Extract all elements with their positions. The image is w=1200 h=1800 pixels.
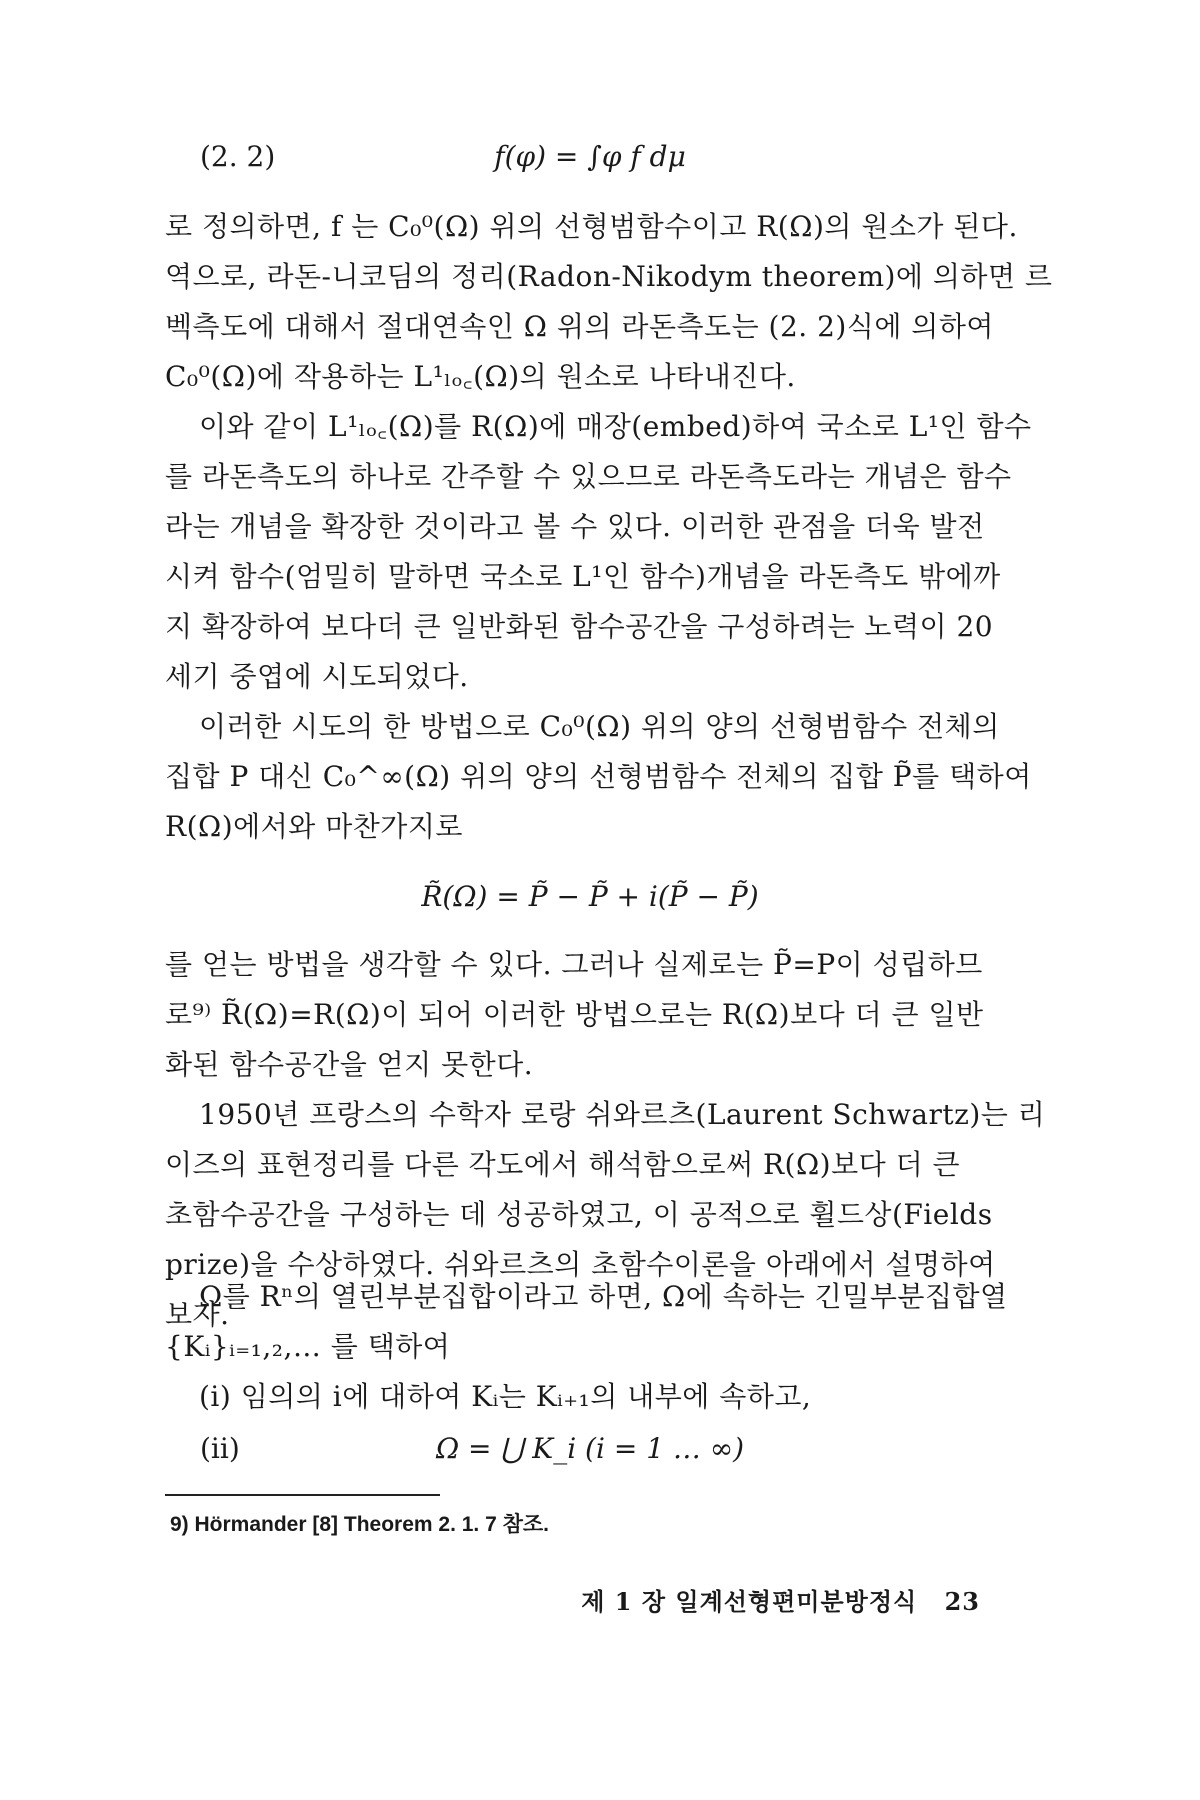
paragraph-6	[165, 1272, 1015, 1422]
text-line: 1950년 프랑스의 수학자 로랑 쉬와르츠(Laurent Schwartz)는 리	[199, 1098, 1046, 1131]
paragraph-2	[165, 402, 1032, 702]
equation-body: f(φ) = ∫φ f dμ	[494, 140, 686, 173]
text-line: 역으로, 라돈-니코딤의 정리(Radon-Nikodym theorem)에 의하면 르	[165, 260, 1053, 293]
text-line: 세기 중엽에 시도되었다.	[165, 660, 469, 693]
paragraph-3	[165, 702, 1032, 852]
text-line: C₀⁰(Ω)에 작용하는 L¹ₗₒ꜀(Ω)의 원소로 나타내진다.	[165, 360, 796, 393]
text-line: 시켜 함수(엄밀히 말하면 국소로 L¹인 함수)개념을 라돈측도 밖에까	[165, 560, 1001, 593]
text-line: 를 얻는 방법을 생각할 수 있다. 그러나 실제로는 P̃=P이 성립하므	[165, 948, 983, 981]
running-footer	[581, 1582, 980, 1617]
equation-label: (2. 2)	[200, 140, 276, 173]
text-line: 로⁹⁾ R̃(Ω)=R(Ω)이 되어 이러한 방법으로는 R(Ω)보다 더 큰 일반	[165, 998, 984, 1031]
paragraph-1	[165, 202, 1053, 402]
footnote-divider	[165, 1494, 440, 1496]
text-line: 벡측도에 대해서 절대연속인 Ω 위의 라돈측도는 (2. 2)식에 의하여	[165, 310, 994, 343]
text-line: 로 정의하면, f 는 C₀⁰(Ω) 위의 선형범함수이고 R(Ω)의 원소가 된다.	[165, 210, 1018, 243]
text-line: 초함수공간을 구성하는 데 성공하였고, 이 공적으로 휠드상(Fields	[165, 1198, 993, 1231]
text-line: 이와 같이 L¹ₗₒ꜀(Ω)를 R(Ω)에 매장(embed)하여 국소로 L¹인 함수	[199, 410, 1032, 443]
page-number: 23	[944, 1587, 980, 1616]
text-line: {Kᵢ}ᵢ₌₁,₂,… 를 택하여	[165, 1330, 451, 1363]
text-line: 를 라돈측도의 하나로 간주할 수 있으므로 라돈측도라는 개념은 함수	[165, 460, 1012, 493]
text-line: 이즈의 표현정리를 다른 각도에서 해석함으로써 R(Ω)보다 더 큰	[165, 1148, 961, 1181]
text-line: R(Ω)에서와 마찬가지로	[165, 810, 463, 843]
footnote: 9) Hörmander [8] Theorem 2. 1. 7 참조.	[170, 1513, 550, 1536]
text-line: 지 확장하여 보다더 큰 일반화된 함수공간을 구성하려는 노력이 20	[165, 610, 994, 643]
text-line: 화된 함수공간을 얻지 못한다.	[165, 1048, 534, 1081]
text-line: 집합 P 대신 C₀^∞(Ω) 위의 양의 선형범함수 전체의 집합 P̃를 택하여	[165, 760, 1032, 793]
text-line: 보자.	[165, 1298, 230, 1331]
text-line: 이러한 시도의 한 방법으로 C₀⁰(Ω) 위의 양의 선형범함수 전체의	[199, 710, 1000, 743]
text-line: 라는 개념을 확장한 것이라고 볼 수 있다. 이러한 관점을 더욱 발전	[165, 510, 985, 543]
equation-body: Ω = ⋃ K_i (i = 1 … ∞)	[435, 1432, 745, 1465]
equation-label: (ii)	[200, 1432, 240, 1465]
equation-body: R̃(Ω) = P̃ − P̃ + i(P̃ − P̃)	[421, 880, 759, 913]
text-line: Ω를 Rⁿ의 열린부분집합이라고 하면, Ω에 속하는 긴밀부분집합열	[199, 1280, 1008, 1313]
text-line: (i) 임의의 i에 대하여 Kᵢ는 Kᵢ₊₁의 내부에 속하고,	[199, 1380, 812, 1413]
paragraph-4	[165, 940, 1015, 1090]
chapter-title: 제 1 장 일계선형편미분방정식	[581, 1587, 918, 1616]
text-line: prize)을 수상하였다. 쉬와르츠의 초함수이론을 아래에서 설명하여	[165, 1248, 996, 1281]
